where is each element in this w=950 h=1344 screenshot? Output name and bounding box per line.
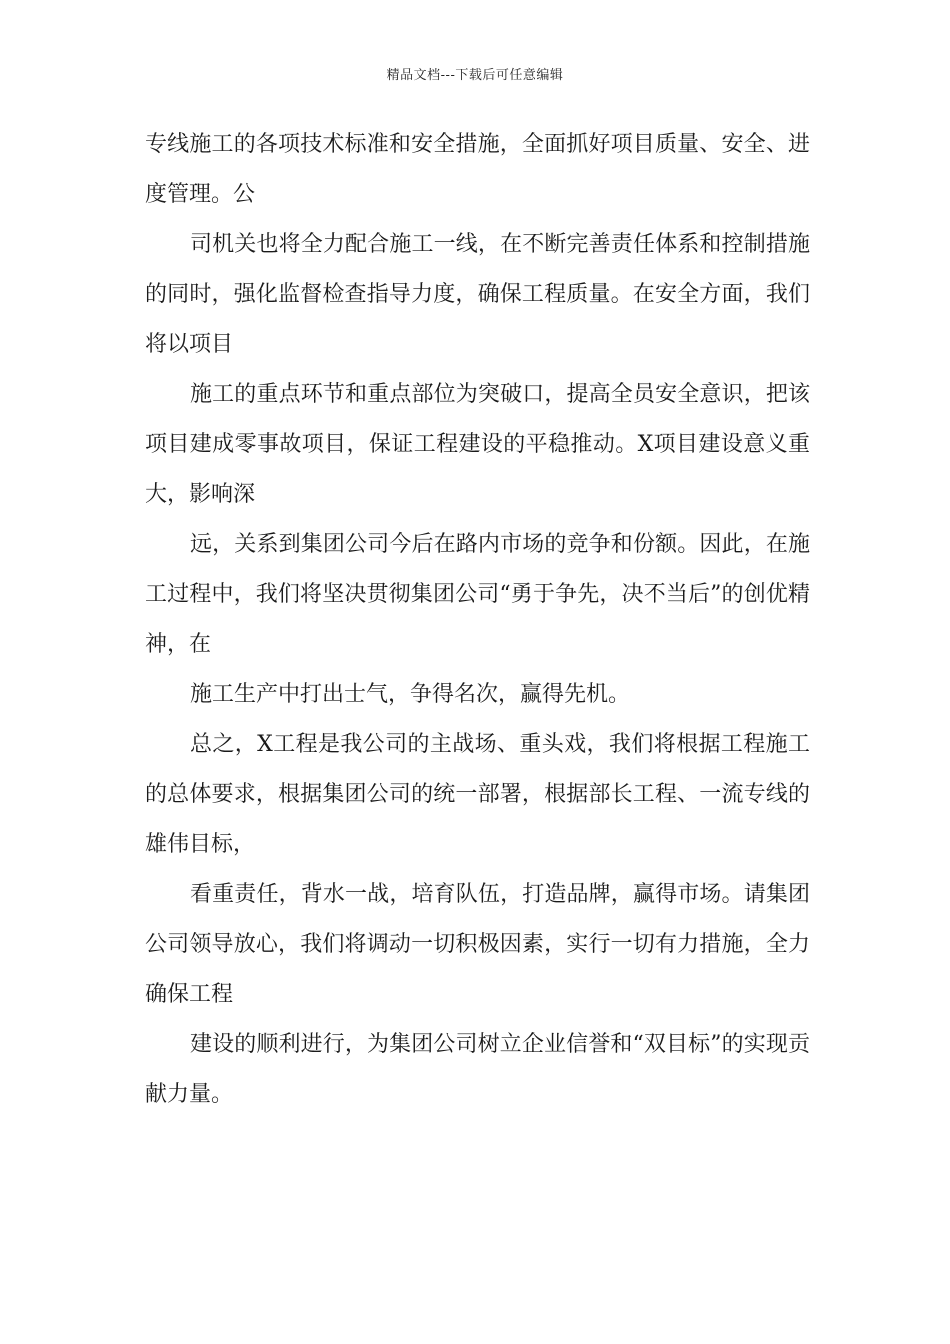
paragraph-8: 建设的顺利进行，为集团公司树立企业信誉和“双目标”的实现贡献力量。: [145, 1032, 810, 1107]
page-header: 精品文档---下载后可任意编辑: [386, 68, 564, 83]
paragraph-1: 专线施工的各项技术标准和安全措施，全面抓好项目质量、安全、进度管理。公: [145, 132, 810, 207]
paragraph-5: 施工生产中打出士气，争得名次，赢得先机。: [190, 682, 631, 707]
document-body: [145, 120, 810, 1120]
paragraph-2: 司机关也将全力配合施工一线，在不断完善责任体系和控制措施的同时，强化监督检查指导力度，确保工程质量。在安全方面，我们将以项目: [145, 232, 810, 357]
paragraph-4: 远，关系到集团公司今后在路内市场的竞争和份额。因此，在施工过程中，我们将坚决贯彻集团公司“勇于争先，决不当后”的创优精神，在: [145, 532, 810, 657]
paragraph-7: 看重责任，背水一战，培育队伍，打造品牌，赢得市场。请集团公司领导放心，我们将调动一切积极因素，实行一切有力措施，全力确保工程: [145, 882, 810, 1007]
paragraph-3: 施工的重点环节和重点部位为突破口，提高全员安全意识，把该项目建成零事故项目，保证工程建设的平稳推动。X项目建设意义重大，影响深: [145, 382, 810, 507]
paragraph-6: 总之，X工程是我公司的主战场、重头戏，我们将根据工程施工的总体要求，根据集团公司的统一部署，根据部长工程、一流专线的雄伟目标，: [145, 732, 810, 857]
